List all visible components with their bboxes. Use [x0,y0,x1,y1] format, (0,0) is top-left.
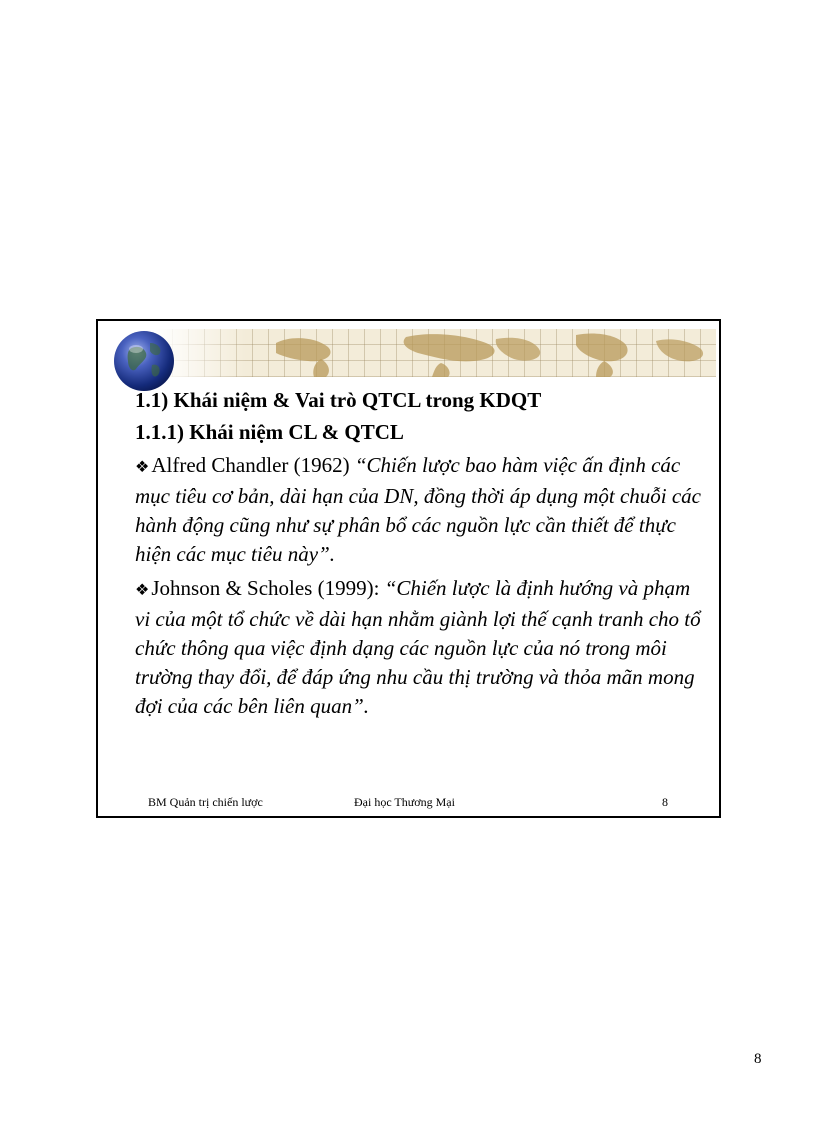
diamond-bullet-icon: ❖ [135,582,150,599]
definition-paragraph-johnson-scholes [135,574,705,721]
diamond-bullet-icon: ❖ [135,459,150,476]
slide-subheading: 1.1.1) Khái niệm CL & QTCL [135,420,404,444]
slide-frame [96,319,721,818]
footer-university: Đại học Thương Mại [354,795,455,809]
definition-quote: “Chiến lược là định hướng và phạm vi của một tổ chức về dài hạn nhằm giành lợi thế cạnh tranh cho tổ chức thông qua việc định dạng các nguồn lực của nó trong môi trường thay đổi, để đáp ứng nhu cầu thị trường và thỏa mãn mong đợi của các bên liên quan”. [135,576,701,718]
footer-department: BM Quản trị chiến lược [148,795,263,809]
definition-paragraph-chandler [135,451,705,569]
slide-heading: 1.1) Khái niệm & Vai trò QTCL trong KDQT [135,388,542,412]
citation-author: Johnson & Scholes (1999): [151,576,385,600]
citation-author: Alfred Chandler (1962) [151,453,355,477]
page-number: 8 [754,1051,762,1067]
world-map-banner [156,329,716,377]
globe-icon [112,329,176,393]
slide-content [135,385,705,726]
footer-slide-number: 8 [662,795,668,809]
definition-quote: “Chiến lược bao hàm việc ấn định các mục tiêu cơ bản, dài hạn của DN, đồng thời áp dụng một chuỗi các hành động cũng như sự phân bổ các nguồn lực cần thiết để thực hiện các mục tiêu này”. [135,453,702,566]
slide-footer [98,795,719,811]
